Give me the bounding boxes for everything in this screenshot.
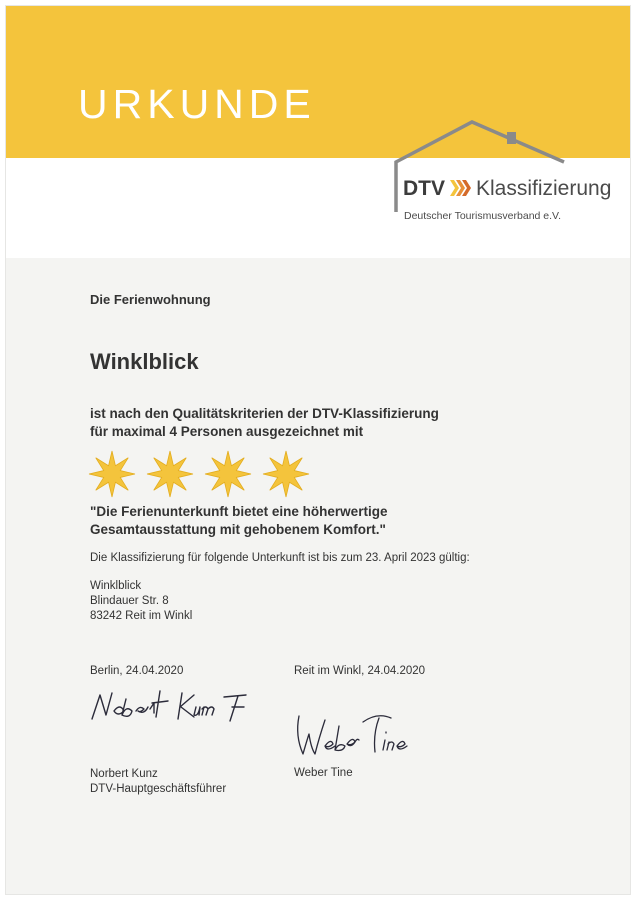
property-type: Die Ferienwohnung <box>90 292 211 307</box>
left-place-date: Berlin, 24.04.2020 <box>90 665 184 677</box>
certificate-page <box>6 6 630 894</box>
validity-text: Die Klassifizierung für folgende Unterkunft ist bis zum 23. April 2023 gültig: <box>90 552 470 564</box>
star-icon <box>88 450 136 498</box>
certificate-title: URKUNDE <box>78 81 316 127</box>
star-icon <box>146 450 194 498</box>
dtv-logo-subtitle: Deutscher Tourismusverband e.V. <box>404 210 562 222</box>
right-signer-name: Weber Tine <box>294 767 353 779</box>
dtv-logo-name: Klassifizierung <box>476 177 612 200</box>
property-address <box>90 579 192 624</box>
left-signer-role: DTV-Hauptgeschäftsführer <box>90 783 227 795</box>
property-name: Winklblick <box>90 349 199 374</box>
dtv-logo <box>403 178 611 199</box>
star-rating <box>88 450 328 498</box>
star-icon <box>204 450 252 498</box>
signature-weber-tine <box>291 706 421 766</box>
criteria-line: für maximal 4 Personen ausgezeichnet mit <box>90 424 364 439</box>
signature-norbert-kunz <box>86 681 276 731</box>
star-icon <box>262 450 310 498</box>
rating-quote <box>90 503 520 539</box>
right-place-date: Reit im Winkl, 24.04.2020 <box>294 665 426 677</box>
chevrons-icon <box>450 179 472 197</box>
dtv-logo-abbrev: DTV <box>403 177 445 200</box>
criteria-line: ist nach den Qualitätskriterien der DTV-Klassifizierung <box>90 406 439 421</box>
left-signer <box>90 767 226 797</box>
criteria-text <box>90 405 510 441</box>
address-name: Winklblick <box>90 580 142 592</box>
quote-line: "Die Ferienunterkunft bietet eine höherwertige <box>90 504 388 519</box>
quote-line: Gesamtausstattung mit gehobenem Komfort." <box>90 522 386 537</box>
left-signer-name: Norbert Kunz <box>90 768 158 780</box>
address-street: Blindauer Str. 8 <box>90 595 169 607</box>
address-city: 83242 Reit im Winkl <box>90 610 193 622</box>
